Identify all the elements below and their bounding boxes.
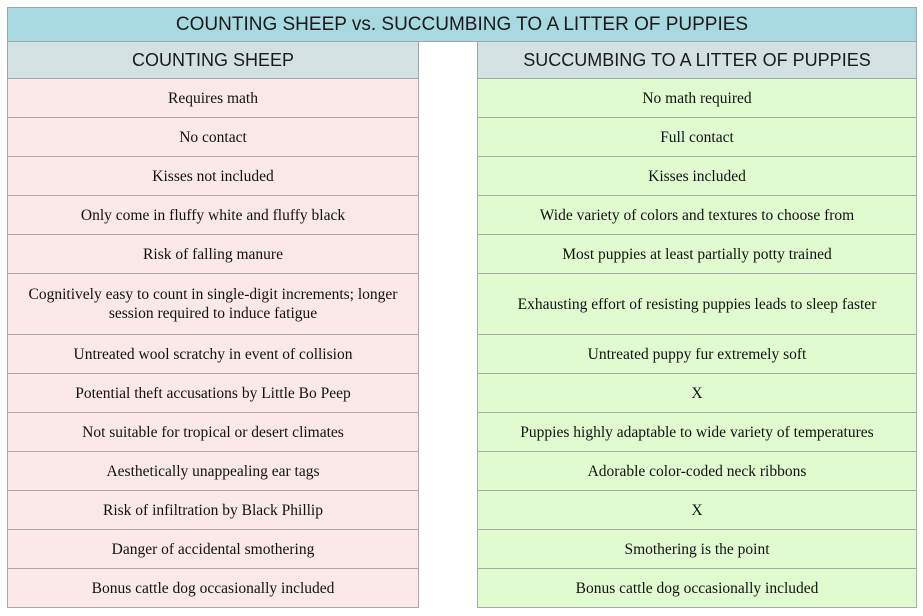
table-cell: Bonus cattle dog occasionally included — [7, 569, 419, 608]
table-cell: Risk of falling manure — [7, 235, 419, 274]
table-cell: Exhausting effort of resisting puppies leads to sleep faster — [477, 274, 917, 335]
table-cell: Puppies highly adaptable to wide variety of temperatures — [477, 413, 917, 452]
table-cell: Most puppies at least partially potty trained — [477, 235, 917, 274]
table-cell: Untreated wool scratchy in event of collision — [7, 335, 419, 374]
table-cell: No contact — [7, 118, 419, 157]
table-cell: X — [477, 374, 917, 413]
table-cell: Only come in fluffy white and fluffy black — [7, 196, 419, 235]
table-cell: Untreated puppy fur extremely soft — [477, 335, 917, 374]
puppies-header: SUCCUMBING TO A LITTER OF PUPPIES — [477, 42, 917, 79]
table-cell: Full contact — [477, 118, 917, 157]
table-cell: Requires math — [7, 79, 419, 118]
counting-sheep-header: COUNTING SHEEP — [7, 42, 419, 79]
puppies-column — [477, 42, 917, 608]
table-cell: Cognitively easy to count in single-digit increments; longer session required to induce fatigue — [7, 274, 419, 335]
table-cell: Aesthetically unappealing ear tags — [7, 452, 419, 491]
table-cell: Risk of infiltration by Black Phillip — [7, 491, 419, 530]
table-cell: Kisses included — [477, 157, 917, 196]
table-cell: No math required — [477, 79, 917, 118]
table-cell: Bonus cattle dog occasionally included — [477, 569, 917, 608]
table-cell: Not suitable for tropical or desert climates — [7, 413, 419, 452]
table-title: COUNTING SHEEP vs. SUCCUMBING TO A LITTER OF PUPPIES — [7, 7, 917, 42]
table-cell: X — [477, 491, 917, 530]
table-cell: Potential theft accusations by Little Bo Peep — [7, 374, 419, 413]
table-cell: Wide variety of colors and textures to choose from — [477, 196, 917, 235]
table-cell: Kisses not included — [7, 157, 419, 196]
counting-sheep-column — [7, 42, 419, 608]
table-cell: Adorable color-coded neck ribbons — [477, 452, 917, 491]
table-cell: Danger of accidental smothering — [7, 530, 419, 569]
table-cell: Smothering is the point — [477, 530, 917, 569]
